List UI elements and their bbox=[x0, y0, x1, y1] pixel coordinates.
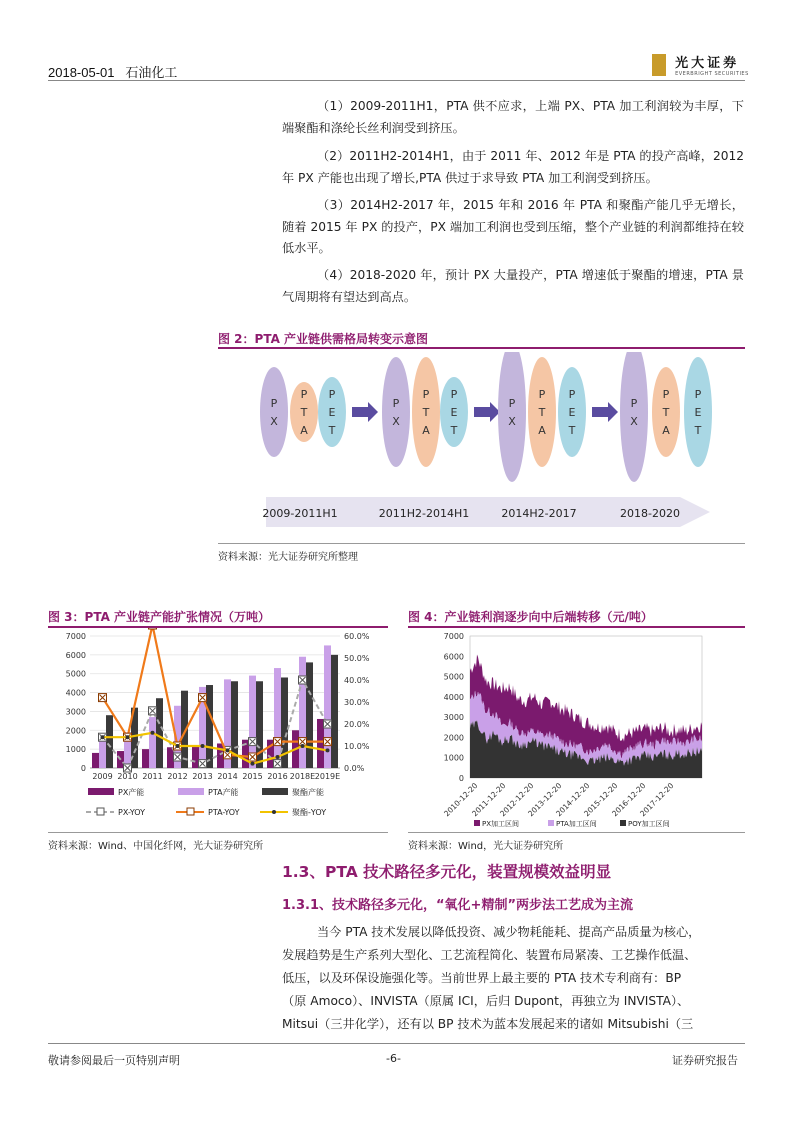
point-聚酯-YOY bbox=[226, 748, 230, 752]
legend-label: PX产能 bbox=[118, 788, 145, 797]
ellipse-label-letter: P bbox=[450, 388, 458, 401]
ellipse-label-letter: T bbox=[450, 424, 458, 437]
x-tick-label: 2016 bbox=[267, 772, 288, 781]
bar-聚酯产能-2013 bbox=[206, 685, 213, 768]
y-right-tick-label: 10.0% bbox=[344, 742, 370, 751]
x-tick-label: 2016-12-20 bbox=[610, 781, 648, 819]
ellipse-label-letter: X bbox=[630, 415, 638, 428]
x-tick-label: 2015-12-20 bbox=[582, 781, 620, 819]
legend-swatch bbox=[548, 820, 554, 826]
ellipse-label-letter: E bbox=[450, 406, 458, 419]
ellipse-label-letter: P bbox=[300, 388, 308, 401]
y-left-tick-label: 7000 bbox=[65, 632, 86, 641]
subsection-title: 1.3.1、技术路径多元化，“氧化+精制”两步法工艺成为主流 bbox=[282, 898, 633, 913]
ellipse-label-letter: T bbox=[422, 406, 430, 419]
bar-PTA产能-2009 bbox=[99, 740, 106, 768]
ellipse-label-letter: X bbox=[508, 415, 516, 428]
x-tick-label: 2013 bbox=[192, 772, 213, 781]
ellipse-label-letter: A bbox=[662, 424, 670, 437]
ellipse-label-letter: P bbox=[508, 397, 516, 410]
figure2-title-rule bbox=[218, 347, 745, 349]
ellipse-label-letter: P bbox=[568, 388, 576, 401]
x-tick-label: 2013-12-20 bbox=[526, 781, 564, 819]
ellipse-label-letter: P bbox=[694, 388, 702, 401]
report-date-category bbox=[48, 62, 177, 81]
y-left-tick-label: 5000 bbox=[65, 669, 86, 679]
bar-聚酯产能-2019E bbox=[331, 655, 338, 768]
figure4-bottom-rule bbox=[408, 832, 745, 833]
y-left-tick-label: 3000 bbox=[65, 707, 86, 717]
section-body-line: 低压，以及环保设施强化等。当前世界上最主要的 PTA 技术专利商有：BP bbox=[282, 971, 682, 985]
paragraph-4: （4）2018-2020 年，预计 PX 大量投产，PTA 增速低于聚酯的增速，PTA 景气周期将有望达到高点。 bbox=[282, 268, 744, 304]
y-tick-label: 3000 bbox=[443, 713, 464, 723]
legend-marker bbox=[187, 808, 194, 815]
period-label-4: 2018-2020 bbox=[620, 507, 680, 520]
ellipse-label-letter: A bbox=[300, 424, 308, 437]
y-left-tick-label: 4000 bbox=[65, 688, 86, 698]
legend-label: PTA加工区间 bbox=[556, 820, 597, 828]
ellipse-label-letter: E bbox=[328, 406, 336, 419]
period-label-3: 2014H2-2017 bbox=[501, 507, 577, 520]
section-body-line: 发展趋势是生产系列大型化、工艺流程简化、装置布局紧凑、工艺操作低温、 bbox=[282, 948, 697, 962]
ellipse-label-letter: A bbox=[422, 424, 430, 437]
figure3-chart bbox=[48, 628, 388, 830]
figure2-bottom-rule bbox=[218, 543, 745, 544]
y-right-tick-label: 40.0% bbox=[344, 676, 370, 685]
period-label-2: 2011H2-2014H1 bbox=[378, 507, 470, 520]
legend-label: PTA-YOY bbox=[208, 808, 240, 817]
bar-PTA产能-2016 bbox=[274, 668, 281, 768]
ellipse-label-letter: P bbox=[538, 388, 546, 401]
bar-PTA产能-2018E bbox=[299, 657, 306, 768]
section-body bbox=[282, 921, 744, 1036]
x-tick-label: 2019E bbox=[314, 772, 341, 781]
ellipse-label-letter: T bbox=[328, 424, 336, 437]
ellipse-label-letter: P bbox=[662, 388, 670, 401]
point-聚酯-YOY bbox=[151, 731, 155, 735]
point-聚酯-YOY bbox=[301, 744, 305, 748]
figure4-title: 图 4：产业链利润逐步向中后端转移（元/吨） bbox=[408, 610, 653, 624]
x-tick-label: 2010-12-20 bbox=[442, 781, 480, 819]
bar-聚酯产能-2018E bbox=[306, 662, 313, 768]
ellipse-label-letter: T bbox=[538, 406, 546, 419]
legend-label: PX加工区间 bbox=[482, 820, 520, 828]
legend-label: 聚酯产能 bbox=[292, 788, 324, 797]
y-right-tick-label: 20.0% bbox=[344, 720, 370, 729]
point-聚酯-YOY bbox=[251, 762, 255, 766]
y-tick-label: 4000 bbox=[443, 692, 464, 702]
legend-label: POY加工区间 bbox=[628, 820, 670, 828]
y-left-tick-label: 0 bbox=[80, 764, 86, 773]
figure2-source: 资料来源：光大证券研究所整理 bbox=[218, 552, 358, 563]
transition-arrow-icon bbox=[474, 402, 500, 422]
y-right-tick-label: 0.0% bbox=[344, 764, 365, 773]
px-ellipse bbox=[382, 357, 410, 467]
bar-PTA产能-2011 bbox=[149, 717, 156, 768]
legend-swatch bbox=[178, 788, 204, 795]
figure3-bottom-rule bbox=[48, 832, 388, 833]
logo-name: 光大证券 bbox=[675, 56, 740, 71]
period-label-1: 2009-2011H1 bbox=[262, 507, 338, 520]
footer-report-type: 证券研究报告 bbox=[672, 1054, 738, 1067]
ellipse-label-letter: E bbox=[694, 406, 702, 419]
legend-marker bbox=[97, 808, 104, 815]
paragraph-2: （2）2011H2-2014H1，由于 2011 年、2012 年是 PTA 的投产高峰，2012 年 PX 产能也出现了增长,PTA 供过于求导致 PTA 加工利润受到挤压。 bbox=[282, 149, 744, 185]
y-left-tick-label: 6000 bbox=[65, 650, 86, 660]
figure2-title: 图 2：PTA 产业链供需格局转变示意图 bbox=[218, 332, 429, 346]
ellipse-label-letter: P bbox=[630, 397, 638, 410]
y-tick-label: 1000 bbox=[443, 753, 464, 763]
legend-swatch bbox=[620, 820, 626, 826]
logo bbox=[652, 52, 749, 77]
y-right-tick-label: 30.0% bbox=[344, 698, 370, 707]
x-tick-label: 2015 bbox=[242, 772, 263, 781]
ellipse-label-letter: P bbox=[328, 388, 336, 401]
x-tick-label: 2012-12-20 bbox=[498, 781, 536, 819]
transition-arrow-icon bbox=[592, 402, 618, 422]
figure3-title: 图 3：PTA 产业链产能扩张情况（万吨） bbox=[48, 610, 271, 624]
figure3-source: 资料来源：Wind、中国化纤网，光大证券研究所 bbox=[48, 841, 264, 852]
bar-PX产能-2014 bbox=[217, 743, 224, 768]
figure4-source: 资料来源：Wind，光大证券研究所 bbox=[408, 841, 564, 852]
x-tick-label: 2012 bbox=[167, 772, 188, 781]
page-number: -6- bbox=[386, 1052, 401, 1065]
section-body-line: 当今 PTA 技术发展以降低投资、减少物耗能耗、提高产品质量为核心， bbox=[317, 925, 701, 939]
point-聚酯-YOY bbox=[326, 748, 330, 752]
report-category: 石油化工 bbox=[125, 65, 178, 80]
y-right-tick-label: 50.0% bbox=[344, 654, 370, 663]
legend-swatch bbox=[88, 788, 114, 795]
legend-label: PX-YOY bbox=[118, 808, 146, 817]
x-tick-label: 2011-12-20 bbox=[470, 781, 508, 819]
ellipse-label-letter: E bbox=[568, 406, 576, 419]
ellipse-label-letter: A bbox=[538, 424, 546, 437]
y-tick-label: 7000 bbox=[443, 632, 464, 641]
bar-PX产能-2011 bbox=[142, 749, 149, 768]
point-聚酯-YOY bbox=[176, 744, 180, 748]
figure2-diagram bbox=[218, 352, 745, 538]
point-聚酯-YOY bbox=[101, 735, 105, 739]
legend-swatch bbox=[262, 788, 288, 795]
ellipse-label-letter: X bbox=[270, 415, 278, 428]
logo-mark-icon bbox=[652, 54, 666, 76]
x-tick-label: 2018E bbox=[289, 772, 316, 781]
ellipse-label-letter: X bbox=[392, 415, 400, 428]
ellipse-label-letter: T bbox=[662, 406, 670, 419]
point-聚酯-YOY bbox=[201, 744, 205, 748]
legend-label: PTA产能 bbox=[208, 788, 239, 797]
y-left-tick-label: 1000 bbox=[65, 745, 86, 755]
footer-disclaimer: 敬请参阅最后一页特别声明 bbox=[48, 1054, 180, 1067]
x-tick-label: 2009 bbox=[92, 772, 113, 781]
ellipse-label-letter: P bbox=[422, 388, 430, 401]
point-聚酯-YOY bbox=[126, 735, 130, 739]
bar-聚酯产能-2011 bbox=[156, 698, 163, 768]
y-tick-label: 5000 bbox=[443, 672, 464, 682]
logo-subtitle: EVERBRIGHT SECURITIES bbox=[675, 71, 749, 77]
header-divider bbox=[48, 80, 745, 81]
x-tick-label: 2017-12-20 bbox=[638, 781, 676, 819]
paragraph-3: （3）2014H2-2017 年，2015 年和 2016 年 PTA 和聚酯产能几乎无增长，随着 2015 年 PX 的投产，PX 端加工利润也受到压缩，整个产业链的利润都维持在较低水平。 bbox=[282, 198, 744, 255]
section-title: 1.3、PTA 技术路径多元化，装置规模效益明显 bbox=[282, 863, 612, 881]
y-tick-label: 2000 bbox=[443, 733, 464, 743]
ellipse-label-letter: P bbox=[270, 397, 278, 410]
bar-PX产能-2019E bbox=[317, 719, 324, 768]
y-tick-label: 0 bbox=[458, 774, 464, 783]
x-tick-label: 2014-12-20 bbox=[554, 781, 592, 819]
y-right-tick-label: 60.0% bbox=[344, 632, 370, 641]
section-body-line: Mitsui（三井化学），还有以 BP 技术为蓝本发展起来的诸如 Mitsubishi（三 bbox=[282, 1017, 694, 1031]
transition-arrow-icon bbox=[352, 402, 378, 422]
ellipse-label-letter: T bbox=[694, 424, 702, 437]
bar-PX产能-2009 bbox=[92, 753, 99, 768]
footer-divider bbox=[48, 1043, 745, 1044]
x-tick-label: 2014 bbox=[217, 772, 238, 781]
legend-swatch bbox=[474, 820, 480, 826]
y-tick-label: 6000 bbox=[443, 652, 464, 662]
legend-marker bbox=[272, 810, 276, 814]
y-left-tick-label: 2000 bbox=[65, 726, 86, 736]
ellipse-label-letter: T bbox=[568, 424, 576, 437]
bar-聚酯产能-2009 bbox=[106, 715, 113, 768]
bar-PX产能-2013 bbox=[192, 745, 199, 768]
ellipse-label-letter: P bbox=[392, 397, 400, 410]
px-ellipse bbox=[260, 367, 288, 457]
ellipse-label-letter: T bbox=[300, 406, 308, 419]
x-tick-label: 2010 bbox=[117, 772, 138, 781]
section-body-line: （原 Amoco）、INVISTA（原属 ICI，后归 Dupont，再独立为 INVISTA）、 bbox=[282, 994, 690, 1008]
point-聚酯-YOY bbox=[276, 755, 280, 759]
figure4-chart bbox=[408, 628, 745, 830]
paragraph-1: （1）2009-2011H1，PTA 供不应求，上端 PX、PTA 加工利润较为丰厚，下端聚酯和涤纶长丝利润受到挤压。 bbox=[282, 99, 744, 135]
legend-label: 聚酯-YOY bbox=[292, 808, 327, 817]
report-date: 2018-05-01 bbox=[48, 65, 115, 80]
x-tick-label: 2011 bbox=[142, 772, 163, 781]
